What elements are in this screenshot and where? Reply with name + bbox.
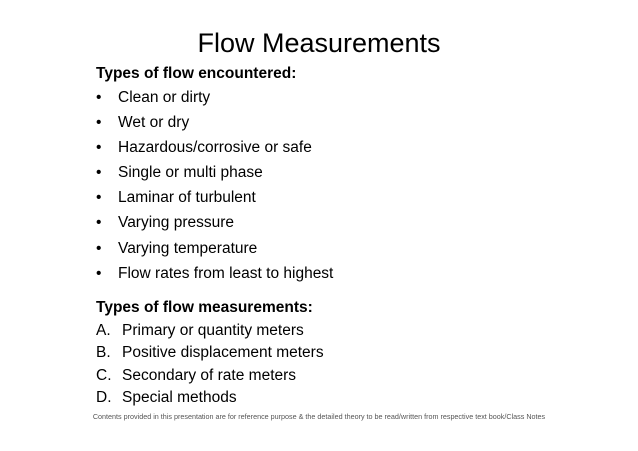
list-item	[96, 265, 333, 290]
list-item	[96, 164, 333, 189]
list-item-text: Hazardous/corrosive or safe	[118, 139, 312, 157]
list-item	[96, 366, 324, 388]
bullet-icon: •	[96, 89, 102, 106]
bullet-icon: •	[96, 239, 102, 257]
list-item	[96, 321, 324, 343]
bullet-icon: •	[96, 264, 102, 282]
footer-disclaimer: Contents provided in this presentation are for reference purpose & the detailed theory to be read/written from respective text book/Class Notes	[92, 412, 546, 421]
list-item-text: Clean or dirty	[118, 89, 211, 106]
slide-title: Flow Measurements	[197, 28, 441, 58]
list-item	[96, 189, 333, 214]
list-item-text: Varying pressure	[118, 214, 235, 232]
list-item-text: Laminar of turbulent	[118, 189, 256, 207]
list-item-letter: C.	[96, 366, 112, 384]
bullet-icon: •	[96, 114, 102, 132]
list-item-letter: A.	[96, 322, 111, 339]
list-item-text: Varying temperature	[118, 239, 258, 257]
list-item-letter: D.	[96, 388, 112, 406]
flow-types-list	[96, 89, 333, 290]
list-item	[96, 240, 333, 265]
bullet-icon: •	[96, 214, 102, 232]
bullet-icon: •	[96, 139, 102, 157]
list-item-text: Special methods	[122, 388, 237, 406]
list-item	[96, 139, 333, 164]
flow-types-heading: Types of flow encountered:	[96, 65, 297, 82]
list-item-text: Primary or quantity meters	[122, 322, 304, 339]
list-item-text: Flow rates from least to highest	[118, 264, 334, 282]
bullet-icon: •	[96, 164, 102, 182]
list-item	[96, 343, 324, 365]
list-item	[96, 89, 333, 114]
list-item-text: Wet or dry	[118, 114, 190, 132]
measurement-types-heading: Types of flow measurements:	[96, 299, 313, 316]
list-item-letter: B.	[96, 344, 111, 362]
list-item-text: Positive displacement meters	[122, 344, 324, 362]
list-item	[96, 214, 333, 239]
bullet-icon: •	[96, 189, 102, 207]
list-item-text: Secondary of rate meters	[122, 366, 297, 384]
list-item	[96, 114, 333, 139]
measurement-types-list	[96, 321, 324, 410]
list-item-text: Single or multi phase	[118, 164, 263, 182]
list-item	[96, 388, 324, 410]
